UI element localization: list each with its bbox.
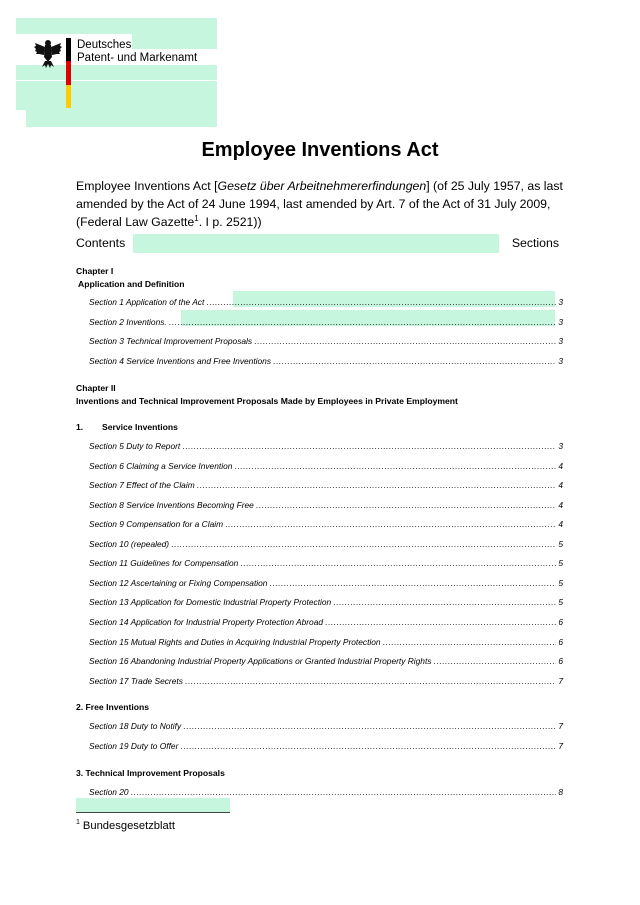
toc-entry-title: Section 11 Guidelines for Compensation: [89, 558, 239, 569]
toc-entry[interactable]: [89, 637, 563, 649]
logo-line-2: Patent- und Markenamt: [77, 52, 198, 64]
intro-text-2: ] (of 25 July 1957, as last amended by the Act of 24 June 1994, last amended by Art. 7 of the Act of 31 July 2009, (Federal Law Gazette: [76, 179, 563, 229]
toc-leader-dots: [240, 558, 556, 568]
page-title: Employee Inventions Act: [201, 139, 439, 161]
federal-eagle-icon: [34, 38, 62, 68]
toc-entry[interactable]: [89, 317, 563, 329]
toc-entry-page: 7: [558, 675, 563, 686]
toc-entry-page: 4: [558, 519, 563, 530]
toc-entry[interactable]: [89, 441, 563, 453]
toc-entry-title: Section 10 (repealed): [89, 538, 170, 549]
toc-entry[interactable]: [89, 461, 563, 473]
toc-leader-dots: [325, 617, 556, 627]
logo-line-1: Deutsches: [77, 39, 132, 51]
intro-paragraph: [76, 177, 566, 231]
footnote-separator: [76, 812, 230, 813]
toc-entry-title: Section 19 Duty to Offer: [89, 740, 179, 751]
toc-entry-page: 4: [558, 499, 563, 510]
toc-entry[interactable]: [89, 297, 563, 309]
highlight-block: [76, 798, 230, 812]
toc-entry-title: Section 16 Abandoning Industrial Property Applications or Granted Industrial Property Rights: [89, 656, 432, 667]
toc-entry-title: Section 4 Service Inventions and Free Inventions: [89, 355, 272, 366]
toc-entry[interactable]: [89, 721, 563, 733]
toc-leader-dots: [183, 721, 556, 731]
footnote-ref[interactable]: 1: [194, 213, 199, 223]
toc-entry-title: Section 20: [89, 787, 129, 797]
part-1-heading: [76, 422, 178, 432]
toc-entry[interactable]: [89, 578, 563, 590]
toc-entry-page: 5: [558, 538, 563, 549]
flag-stripe-red: [66, 61, 71, 84]
toc-leader-dots: [256, 500, 557, 510]
sections-label: Sections: [511, 236, 559, 250]
toc-leader-dots: [225, 519, 556, 529]
toc-leader-dots: [182, 441, 556, 451]
highlight-block: [133, 234, 499, 253]
part-3-heading: 3. Technical Improvement Proposals: [76, 768, 225, 778]
toc-entry-page: 3: [558, 355, 563, 366]
toc-entry-title: Section 13 Application for Domestic Industrial Property Protection: [89, 597, 332, 608]
toc-entry[interactable]: [89, 676, 563, 688]
toc-entry-page: 5: [558, 597, 563, 608]
toc-entry-title: Section 14 Application for Industrial Property Protection Abroad: [89, 616, 324, 627]
flag-bar: [66, 38, 71, 108]
dpma-logo: [34, 38, 198, 110]
chapter-2-label: Chapter II: [76, 383, 116, 393]
toc-entry-title: Section 6 Claiming a Service Invention: [89, 460, 233, 471]
toc-leader-dots: [273, 356, 556, 366]
toc-entry-page: 7: [558, 740, 563, 751]
footnote-mark: 1: [76, 819, 80, 827]
contents-label: Contents: [76, 236, 126, 250]
toc-entry[interactable]: [89, 558, 563, 570]
toc-leader-dots: [433, 656, 556, 666]
toc-entry[interactable]: [89, 656, 563, 668]
toc-entry-title: Section 17 Trade Secrets: [89, 675, 183, 686]
chapter-1-title: Application and Definition: [78, 279, 185, 289]
toc-entry-page: 8: [558, 787, 563, 797]
toc-entry-page: 3: [558, 297, 563, 307]
toc-entry-title: Section 7 Effect of the Claim: [89, 480, 195, 491]
toc-leader-dots: [171, 539, 556, 549]
toc-entry[interactable]: [89, 519, 563, 531]
toc-entry-page: 3: [558, 336, 563, 346]
toc-entry-page: 4: [558, 460, 563, 471]
toc-leader-dots: [185, 676, 556, 686]
toc-entry-page: 5: [558, 577, 563, 588]
chapter-2-title: Inventions and Technical Improvement Proposals Made by Employees in Private Employment: [76, 396, 458, 406]
toc-entry-title: Section 5 Duty to Report: [89, 441, 181, 451]
toc-entry-title: Section 2 Inventions.: [89, 316, 167, 327]
toc-entry-page: 3: [558, 441, 563, 451]
highlight-block: [16, 18, 217, 34]
toc-leader-dots: [169, 317, 557, 327]
toc-entry-page: 6: [558, 616, 563, 627]
toc-entry-title: Section 9 Compensation for a Claim: [89, 519, 224, 530]
chapter-1-label: Chapter I: [76, 266, 114, 276]
toc-entry-title: Section 1 Application of the Act: [89, 297, 205, 307]
flag-stripe-gold: [66, 85, 71, 108]
toc-leader-dots: [254, 336, 556, 346]
toc-entry[interactable]: [89, 741, 563, 753]
toc-entry-title: Section 3 Technical Improvement Proposals: [89, 336, 253, 346]
toc-leader-dots: [180, 741, 556, 751]
toc-entry-title: Section 15 Mutual Rights and Duties in Acquiring Industrial Property Protection: [89, 636, 381, 647]
intro-text-1: Employee Inventions Act [: [76, 179, 218, 193]
toc-entry[interactable]: [89, 597, 563, 609]
toc-leader-dots: [197, 480, 557, 490]
highlight-block: [26, 110, 217, 127]
toc-entry-page: 5: [558, 558, 563, 569]
toc-leader-dots: [333, 597, 556, 607]
part-1-number: 1.: [76, 422, 84, 432]
toc-entry[interactable]: [89, 539, 563, 551]
toc-entry[interactable]: [89, 500, 563, 512]
toc-entry[interactable]: [89, 480, 563, 492]
toc-entry-page: 3: [558, 316, 563, 327]
intro-text-3: . I p. 2521)): [198, 215, 262, 229]
part-2-heading: 2. Free Inventions: [76, 702, 150, 712]
flag-stripe-black: [66, 38, 71, 61]
toc-entry-title: Section 12 Ascertaining or Fixing Compensation: [89, 577, 268, 588]
toc-leader-dots: [383, 637, 557, 647]
toc-entry-title: Section 18 Duty to Notify: [89, 721, 182, 731]
toc-entry-page: 4: [558, 480, 563, 491]
toc-entry[interactable]: [89, 617, 563, 629]
logo-text: [77, 39, 197, 65]
toc-entry[interactable]: [89, 336, 563, 348]
toc-leader-dots: [206, 297, 556, 307]
footnote: [76, 820, 175, 832]
toc-entry-title: Section 8 Service Inventions Becoming Free: [89, 499, 254, 510]
toc-leader-dots: [269, 578, 556, 588]
toc-entry[interactable]: [89, 356, 563, 368]
toc-entry-page: 6: [558, 636, 563, 647]
intro-german-title: Gesetz über Arbeitnehmererfindungen: [217, 179, 427, 193]
toc-leader-dots: [131, 787, 557, 797]
footnote-text: Bundesgesetzblatt: [82, 820, 175, 832]
toc-leader-dots: [234, 461, 556, 471]
part-1-title: Service Inventions: [102, 422, 178, 432]
toc-entry[interactable]: [89, 787, 563, 799]
toc-entry-page: 7: [558, 721, 563, 731]
toc-entry-page: 6: [558, 656, 563, 667]
